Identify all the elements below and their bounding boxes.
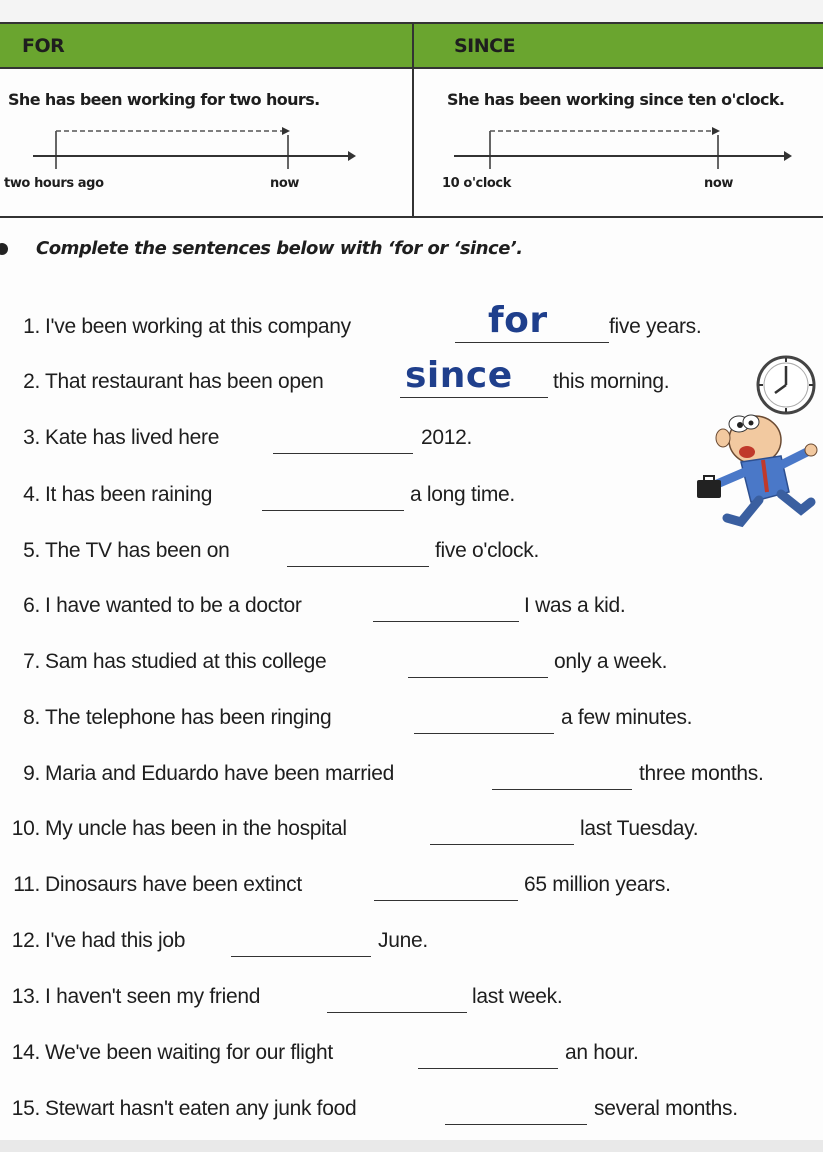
sentence-end: only a week.: [554, 650, 668, 673]
answer-blank[interactable]: [231, 929, 371, 957]
since-heading: SINCE: [414, 24, 823, 69]
sentence-end: an hour.: [565, 1041, 639, 1064]
answer-blank[interactable]: [262, 483, 404, 511]
sentence-start: The telephone has been ringing: [45, 706, 332, 729]
sentence-end: several months.: [594, 1097, 738, 1120]
sentence-start: Dinosaurs have been extinct: [45, 873, 302, 896]
sentence-end: last Tuesday.: [580, 817, 699, 840]
sentence-end: last week.: [472, 985, 563, 1008]
sentence-start: My uncle has been in the hospital: [45, 817, 347, 840]
exercise-number: 14.: [11, 1041, 40, 1064]
for-heading: FOR: [0, 24, 412, 69]
exercise-number: 6.: [23, 594, 40, 617]
for-end-label: now: [270, 176, 299, 191]
running-businessman-with-clock-icon: [693, 352, 823, 532]
sentence-end: this morning.: [553, 370, 670, 393]
since-column: [414, 24, 823, 216]
instruction-text: Complete the sentences below with ‘for or ‘since’.: [36, 238, 523, 259]
exercise-number: 3.: [23, 426, 40, 449]
sentence-start: I have wanted to be a doctor: [45, 594, 302, 617]
handwritten-answer: for: [488, 300, 548, 341]
bullet-icon: [0, 243, 8, 255]
exercise-number: 1.: [23, 315, 40, 338]
instruction: [0, 238, 823, 268]
sentence-start: We've been waiting for our flight: [45, 1041, 333, 1064]
since-timeline-diagram: [414, 119, 823, 179]
exercise-number: 2.: [23, 370, 40, 393]
sentence-start: It has been raining: [45, 483, 213, 506]
sentence-end: a few minutes.: [561, 706, 693, 729]
sentence-start: I haven't seen my friend: [45, 985, 261, 1008]
sentence-end: June.: [378, 929, 428, 952]
exercise-number: 12.: [11, 929, 40, 952]
for-start-label: two hours ago: [4, 176, 104, 191]
exercise-number: 15.: [11, 1097, 40, 1120]
for-since-table: [0, 22, 823, 218]
since-start-label: 10 o'clock: [442, 176, 511, 191]
bottom-margin: [0, 1140, 823, 1152]
answer-blank[interactable]: [418, 1041, 558, 1069]
answer-blank[interactable]: [287, 539, 429, 567]
sentence-end: I was a kid.: [524, 594, 626, 617]
sentence-end: 2012.: [421, 426, 473, 449]
sentence-start: Stewart hasn't eaten any junk food: [45, 1097, 357, 1120]
exercise-number: 8.: [23, 706, 40, 729]
exercise-number: 5.: [23, 539, 40, 562]
sentence-start: That restaurant has been open: [45, 370, 324, 393]
answer-blank[interactable]: [327, 985, 467, 1013]
sentence-end: a long time.: [410, 483, 515, 506]
for-example: She has been working for two hours.: [8, 90, 320, 109]
answer-blank[interactable]: [374, 873, 518, 901]
exercise-number: 10.: [11, 817, 40, 840]
for-timeline-diagram: [0, 119, 414, 179]
answer-blank[interactable]: [414, 706, 554, 734]
sentence-start: I've had this job: [45, 929, 186, 952]
sentence-start: The TV has been on: [45, 539, 230, 562]
answer-blank[interactable]: [430, 817, 574, 845]
sentence-start: Sam has studied at this college: [45, 650, 327, 673]
top-margin: [0, 0, 823, 22]
exercise-number: 13.: [11, 985, 40, 1008]
sentence-start: Kate has lived here: [45, 426, 220, 449]
since-end-label: now: [704, 176, 733, 191]
sentence-start: I've been working at this company: [45, 315, 351, 338]
answer-blank[interactable]: [445, 1097, 587, 1125]
exercise-number: 4.: [23, 483, 40, 506]
sentence-end: 65 million years.: [524, 873, 671, 896]
answer-blank[interactable]: [273, 426, 413, 454]
sentence-end: five years.: [609, 315, 702, 338]
exercise-number: 7.: [23, 650, 40, 673]
handwritten-answer: since: [405, 355, 513, 396]
answer-blank[interactable]: [373, 594, 519, 622]
since-example: She has been working since ten o'clock.: [447, 90, 785, 109]
exercise-number: 9.: [23, 762, 40, 785]
answer-blank[interactable]: [492, 762, 632, 790]
answer-blank[interactable]: [408, 650, 548, 678]
sentence-end: five o'clock.: [435, 539, 539, 562]
sentence-start: Maria and Eduardo have been married: [45, 762, 395, 785]
for-column: [0, 24, 414, 216]
sentence-end: three months.: [639, 762, 764, 785]
exercise-number: 11.: [13, 873, 40, 896]
